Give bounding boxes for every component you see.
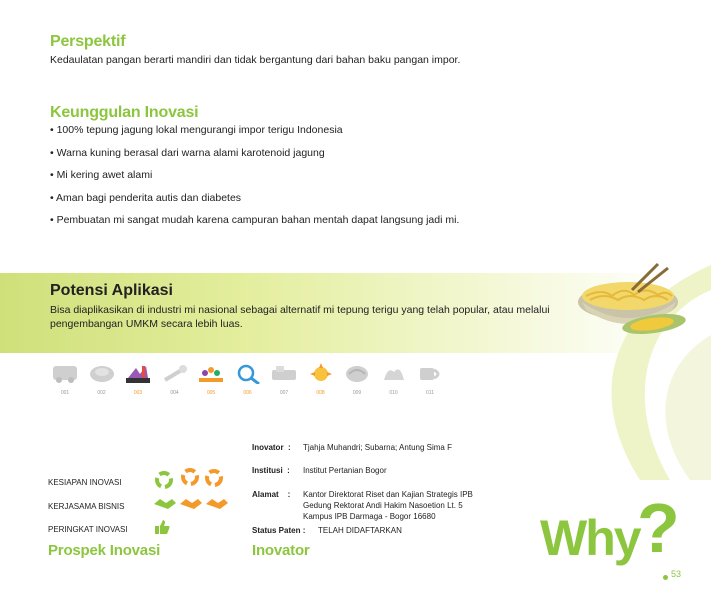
inovator-key: Inovator : [252,443,291,452]
potensi-text-line2: pengembangan UMKM secara lebih luas. [50,318,243,330]
kesiapan-icons [152,466,232,490]
sector-code-label: 007 [279,390,289,396]
page-number-dot [663,575,668,580]
alamat-line2: Gedung Rektorat Andi Hakim Nasoetion Lt. 5 [303,501,463,510]
keunggulan-item: • Aman bagi penderita autis dan diabetes [50,192,242,204]
sector-002-icon [86,362,118,384]
sector-code-label: 004 [170,390,179,396]
why-word: Why [540,510,640,566]
thumbs-up-icon [153,518,171,536]
sector-code-label: 010 [389,390,398,396]
kerjasama-handshake-icons [152,494,232,512]
sector-icon-005 [191,362,231,396]
sector-011-icon [414,362,446,384]
sector-code-label: 009 [352,390,362,396]
sector-003-icon [122,362,154,384]
keunggulan-item: • Pembuatan mi sangat mudah karena campuran bahan mentah dapat langsung jadi mi. [50,214,460,226]
sector-code-label: 006 [243,390,252,396]
sector-code-label: 003 [133,390,143,396]
sector-004-icon [159,362,191,384]
perspektif-title: Perspektif [50,33,126,50]
sector-icon-001 [45,362,85,396]
institusi-key: Institusi : [252,466,290,475]
sector-007-icon [268,362,300,384]
sector-008-icon [305,362,337,384]
noodle-bowl-illustration [572,262,692,346]
inovator-key-text: Inovator [252,443,284,452]
sector-icon-008 [301,362,341,396]
sector-005-icon [195,362,227,384]
sector-code-label: 011 [426,390,434,396]
sector-code-label: 001 [60,390,70,396]
sector-icon-007 [264,362,304,396]
sector-icon-010 [374,362,414,396]
keunggulan-item: • Mi kering awet alami [50,169,153,181]
sector-icon-002 [82,362,122,396]
inovator-title: Inovator [252,542,310,559]
sector-icon-006 [228,362,268,396]
peringkat-label: PERINGKAT INOVASI [48,525,128,534]
keunggulan-item: • 100% tepung jagung lokal mengurangi impor terigu Indonesia [50,124,343,136]
sector-icon-004 [155,362,195,396]
page-number: 53 [671,569,682,579]
sector-icon-009 [337,362,377,396]
paten-key-text: Status Paten [252,526,301,535]
keunggulan-title: Keunggulan Inovasi [50,104,199,121]
sector-001-icon [49,362,81,384]
sector-010-icon [378,362,410,384]
sector-code-label: 005 [206,390,216,396]
alamat-line1: Kantor Direktorat Riset dan Kajian Strategis IPB [303,490,473,499]
sector-009-icon [341,362,373,384]
inovator-value: Tjahja Muhandri; Subarna; Antung Sima F [303,443,452,452]
sector-code-label: 002 [97,390,106,396]
sector-icon-003 [118,362,158,396]
paten-value: TELAH DIDAFTARKAN [318,526,402,535]
kerjasama-label: KERJASAMA BISNIS [48,502,125,511]
alamat-line3: Kampus IPB Darmaga - Bogor 16680 [303,512,436,521]
kesiapan-label: KESIAPAN INOVASI [48,478,122,487]
sector-code-label: 008 [316,390,325,396]
sector-icon-011 [410,362,450,396]
institusi-value: Institut Pertanian Bogor [303,466,387,475]
prospek-title: Prospek Inovasi [48,542,161,559]
why-question-mark: ? [637,489,680,567]
alamat-key: Alamat : [252,490,291,499]
potensi-title: Potensi Aplikasi [50,282,173,299]
potensi-text-line1: Bisa diaplikasikan di industri mi nasional sebagai alternatif mi tepung terigu yang telah popular, atau melalui [50,304,550,316]
perspektif-text: Kedaulatan pangan berarti mandiri dan tidak bergantung dari bahan baku pangan impor. [50,54,461,66]
alamat-key-text: Alamat [252,490,279,499]
paten-key: Status Paten : [252,526,306,535]
institusi-key-text: Institusi [252,466,283,475]
keunggulan-item: • Warna kuning berasal dari warna alami karotenoid jagung [50,147,325,159]
sector-006-icon [232,362,264,384]
